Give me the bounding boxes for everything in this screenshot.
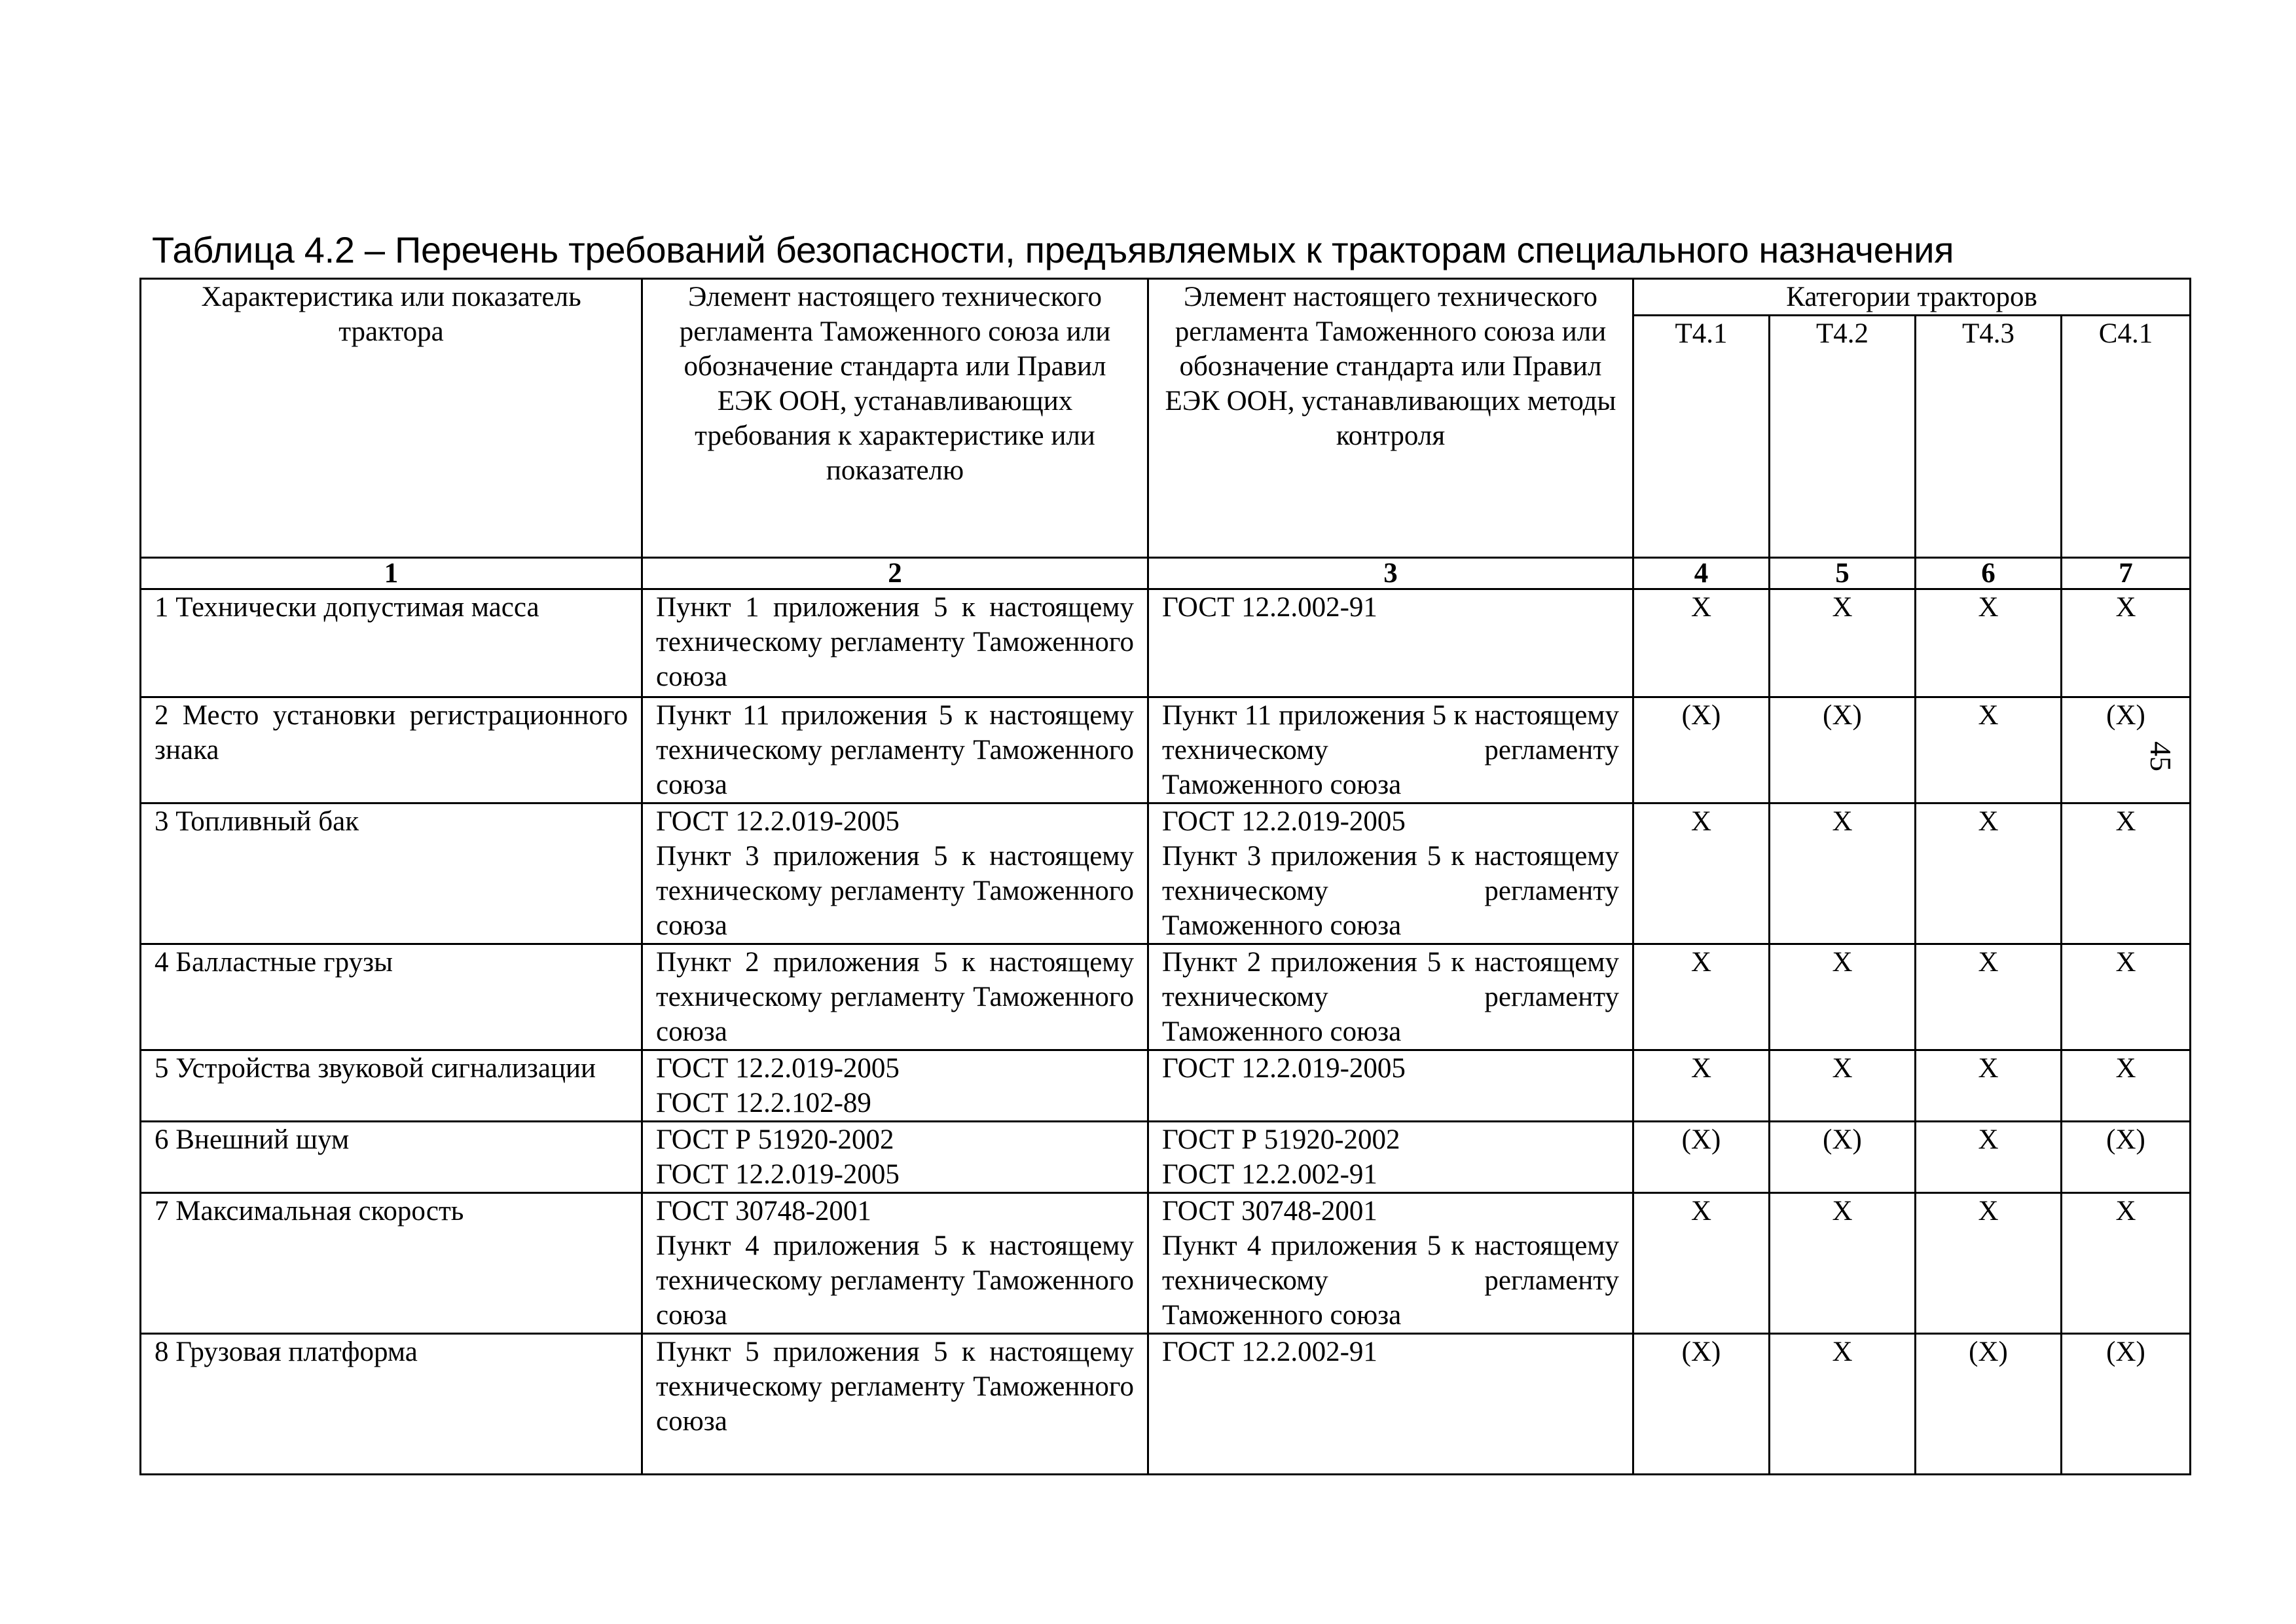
table-row [141,1122,2191,1193]
row-control: Пункт 2 приложения 5 к настоящему техническому регламенту Таможенного союза [1148,944,1633,1050]
category-mark: X [1633,589,1770,697]
row-characteristic: 8 Грузовая платформа [141,1334,642,1475]
category-mark: X [1916,1050,2062,1122]
category-mark: (X) [2062,697,2191,803]
standard-reference: ГОСТ 12.2.102-89 [656,1088,871,1118]
table-row [141,697,2191,803]
category-mark: (X) [2062,1122,2191,1193]
row-characteristic: 4 Балластные грузы [141,944,642,1050]
row-characteristic: 7 Максимальная скорость [141,1193,642,1334]
table-row [141,1193,2191,1334]
column-number: 6 [1916,558,2062,589]
requirement-clause: Пункт 3 приложения 5 к настоящему техническому регламенту Таможенного союза [656,841,1134,941]
row-control [1148,803,1633,944]
category-mark: (X) [1916,1334,2062,1475]
standard-reference: ГОСТ Р 51920-2002 [656,1124,894,1155]
table-row [141,944,2191,1050]
header-category-c41: С4.1 [2062,316,2191,558]
column-number-row [141,558,2191,589]
control-clause: Пункт 4 приложения 5 к настоящему техническому регламенту Таможенного союза [1162,1230,1619,1331]
row-characteristic: 3 Топливный бак [141,803,642,944]
category-mark: X [1916,1122,2062,1193]
header-category-t42: Т4.2 [1770,316,1916,558]
header-tractor-categories: Категории тракторов [1633,279,2191,316]
category-mark: X [1633,803,1770,944]
row-requirement: Пункт 1 приложения 5 к настоящему техническому регламенту Таможенного союза [642,589,1148,697]
row-characteristic: 6 Внешний шум [141,1122,642,1193]
category-mark: X [1633,1050,1770,1122]
row-requirement [642,1122,1148,1193]
category-mark: (X) [2062,1334,2191,1475]
category-mark: (X) [1770,697,1916,803]
row-characteristic: 2 Место установки регистрационного знака [141,697,642,803]
header-requirement-element: Элемент настоящего технического регламента Таможенного союза или обозначение стандарта или Правил ЕЭК ООН, устанавливающих требования к характеристике или показателю [642,279,1148,558]
row-control [1148,1050,1633,1122]
category-mark: X [1916,944,2062,1050]
header-characteristic: Характеристика или показатель трактора [141,279,642,558]
category-mark: (X) [1633,697,1770,803]
row-control: ГОСТ 12.2.002-91 [1148,1334,1633,1475]
category-mark: (X) [1633,1334,1770,1475]
category-mark: X [1916,589,2062,697]
category-mark: X [1770,1050,1916,1122]
category-mark: X [2062,1050,2191,1122]
category-mark: X [2062,944,2191,1050]
standard-reference: ГОСТ 12.2.019-2005 [656,806,900,837]
header-category-t41: Т4.1 [1633,316,1770,558]
row-requirement [642,803,1148,944]
category-mark: X [1916,1193,2062,1334]
requirement-clause: Пункт 4 приложения 5 к настоящему техническому регламенту Таможенного союза [656,1230,1134,1331]
table-row [141,1334,2191,1475]
standard-reference: ГОСТ 30748-2001 [1162,1196,1377,1227]
page-number: 45 [2144,741,2178,771]
row-requirement: Пункт 2 приложения 5 к настоящему техническому регламенту Таможенного союза [642,944,1148,1050]
row-control [1148,1193,1633,1334]
row-requirement [642,1050,1148,1122]
category-mark: X [1633,944,1770,1050]
category-mark: X [1770,803,1916,944]
category-mark: X [1916,697,2062,803]
row-control: ГОСТ 12.2.002-91 [1148,589,1633,697]
column-number: 3 [1148,558,1633,589]
table-caption: Таблица 4.2 – Перечень требований безопасности, предъявляемых к тракторам специального назначения [152,229,1954,270]
standard-reference: ГОСТ 12.2.019-2005 [1162,806,1406,837]
table-row [141,589,2191,697]
category-mark: X [1770,1334,1916,1475]
category-mark: X [1770,1193,1916,1334]
category-mark: X [2062,803,2191,944]
column-number: 5 [1770,558,1916,589]
standard-reference: ГОСТ 12.2.002-91 [1162,1159,1377,1190]
requirements-table [139,278,2191,1475]
row-characteristic: 5 Устройства звуковой сигнализации [141,1050,642,1122]
category-mark: X [1633,1193,1770,1334]
category-mark: X [2062,1193,2191,1334]
row-requirement: Пункт 11 приложения 5 к настоящему техническому регламенту Таможенного союза [642,697,1148,803]
column-number: 7 [2062,558,2191,589]
header-control-element: Элемент настоящего технического регламента Таможенного союза или обозначение стандарта или Правил ЕЭК ООН, устанавливающих методы контроля [1148,279,1633,558]
standard-reference: ГОСТ Р 51920-2002 [1162,1124,1400,1155]
column-number: 1 [141,558,642,589]
category-mark: X [1916,803,2062,944]
standard-reference: ГОСТ 12.2.019-2005 [656,1053,900,1084]
table-row [141,1050,2191,1122]
header-category-t43: Т4.3 [1916,316,2062,558]
standard-reference: ГОСТ 30748-2001 [656,1196,871,1227]
header-row [141,279,2191,316]
column-number: 4 [1633,558,1770,589]
table-row [141,803,2191,944]
category-mark: X [2062,589,2191,697]
row-requirement: Пункт 5 приложения 5 к настоящему техническому регламенту Таможенного союза [642,1334,1148,1475]
category-mark: X [1770,944,1916,1050]
standard-reference: ГОСТ 12.2.019-2005 [1162,1053,1406,1084]
row-requirement [642,1193,1148,1334]
row-control [1148,1122,1633,1193]
row-control: Пункт 11 приложения 5 к настоящему техническому регламенту Таможенного союза [1148,697,1633,803]
category-mark: (X) [1633,1122,1770,1193]
category-mark: (X) [1770,1122,1916,1193]
category-mark: X [1770,589,1916,697]
row-characteristic: 1 Технически допустимая масса [141,589,642,697]
column-number: 2 [642,558,1148,589]
standard-reference: ГОСТ 12.2.019-2005 [656,1159,900,1190]
control-clause: Пункт 3 приложения 5 к настоящему техническому регламенту Таможенного союза [1162,841,1619,941]
